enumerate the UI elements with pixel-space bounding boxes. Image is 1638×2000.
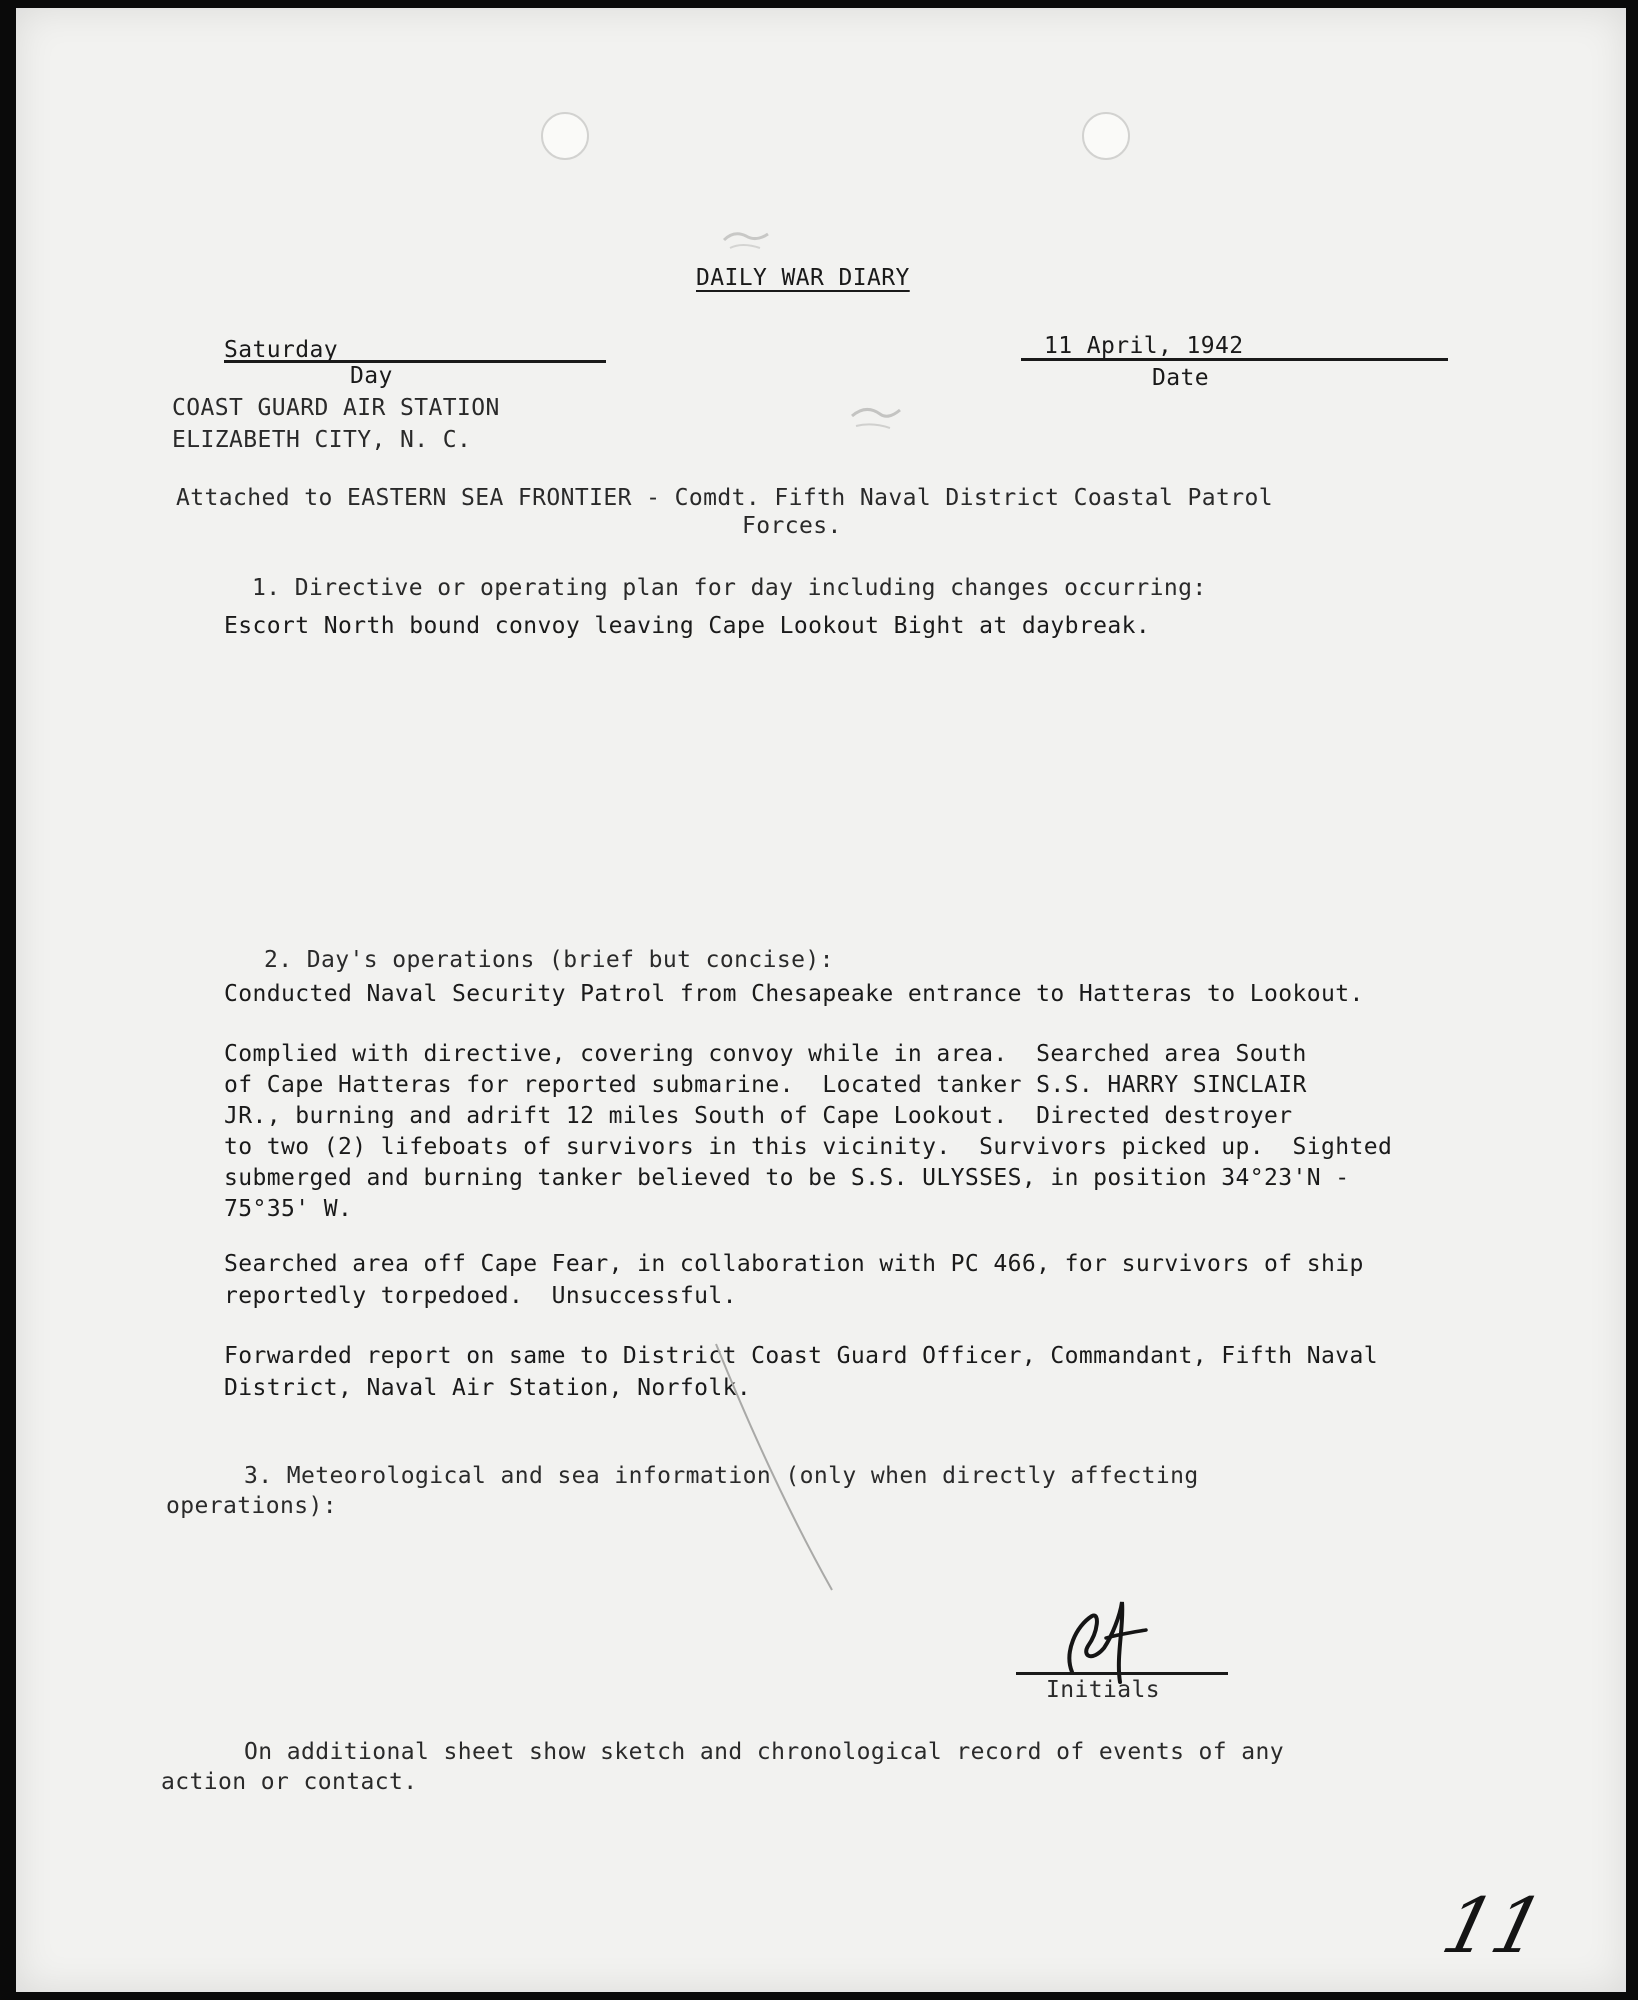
paragraph-line: to two (2) lifeboats of survivors in this vicinity. Survivors picked up. Sighted xyxy=(224,1134,1393,1160)
punch-hole-left xyxy=(541,112,589,160)
paragraph-line: of Cape Hatteras for reported submarine. Located tanker S.S. HARRY SINCLAIR xyxy=(224,1072,1307,1098)
footer-line-2: action or contact. xyxy=(161,1769,418,1795)
paragraph-line: Complied with directive, covering convoy while in area. Searched area South xyxy=(224,1041,1307,1067)
attached-line-2: Forces. xyxy=(742,513,842,539)
document-title: DAILY WAR DIARY xyxy=(696,265,910,291)
punch-hole-right xyxy=(1082,112,1130,160)
paragraph-line: Searched area off Cape Fear, in collaboration with PC 466, for survivors of ship xyxy=(224,1251,1364,1277)
paragraph-line: JR., burning and adrift 12 miles South of Cape Lookout. Directed destroyer xyxy=(224,1103,1293,1129)
date-rule xyxy=(1021,358,1448,361)
page-mark-text: 11 xyxy=(1433,1882,1553,1971)
paragraph-line: 75°35' W. xyxy=(224,1196,353,1222)
paragraph-line: reportedly torpedoed. Unsuccessful. xyxy=(224,1283,737,1309)
station-line-2: ELIZABETH CITY, N. C. xyxy=(172,427,472,453)
attached-line-1: Attached to EASTERN SEA FRONTIER - Comdt. Fifth Naval District Coastal Patrol xyxy=(176,485,1274,511)
initials-label: Initials xyxy=(1046,1677,1160,1703)
section-3-heading-line-1: 3. Meteorological and sea information (only when directly affecting xyxy=(244,1463,1199,1489)
paragraph-line: submerged and burning tanker believed to be S.S. ULYSSES, in position 34°23'N - xyxy=(224,1165,1350,1191)
stamp-smudge xyxy=(716,218,776,258)
pencil-stroke xyxy=(706,1338,846,1598)
station-line-1: COAST GUARD AIR STATION xyxy=(172,395,500,421)
day-value: Saturday xyxy=(224,337,338,363)
section-3-heading-line-2: operations): xyxy=(166,1493,337,1519)
paragraph-line: District, Naval Air Station, Norfolk. xyxy=(224,1375,752,1401)
footer-line-1: On additional sheet show sketch and chronological record of events of any xyxy=(244,1739,1285,1765)
day-label: Day xyxy=(350,363,393,389)
section-2-line-1: Conducted Naval Security Patrol from Chesapeake entrance to Hatteras to Lookout. xyxy=(224,981,1364,1007)
paragraph-line: Forwarded report on same to District Coast Guard Officer, Commandant, Fifth Naval xyxy=(224,1343,1379,1369)
stamp-smudge xyxy=(846,396,906,436)
section-1-heading: 1. Directive or operating plan for day including changes occurring: xyxy=(252,575,1207,601)
date-value: 11 April, 1942 xyxy=(1044,333,1244,359)
section-1-text: Escort North bound convoy leaving Cape Lookout Bight at daybreak. xyxy=(224,613,1151,639)
handwritten-page-number xyxy=(1433,1874,1576,1974)
section-2-heading: 2. Day's operations (brief but concise): xyxy=(264,947,834,973)
date-label: Date xyxy=(1152,365,1209,391)
day-rule xyxy=(224,360,606,363)
document-page xyxy=(16,8,1626,1992)
